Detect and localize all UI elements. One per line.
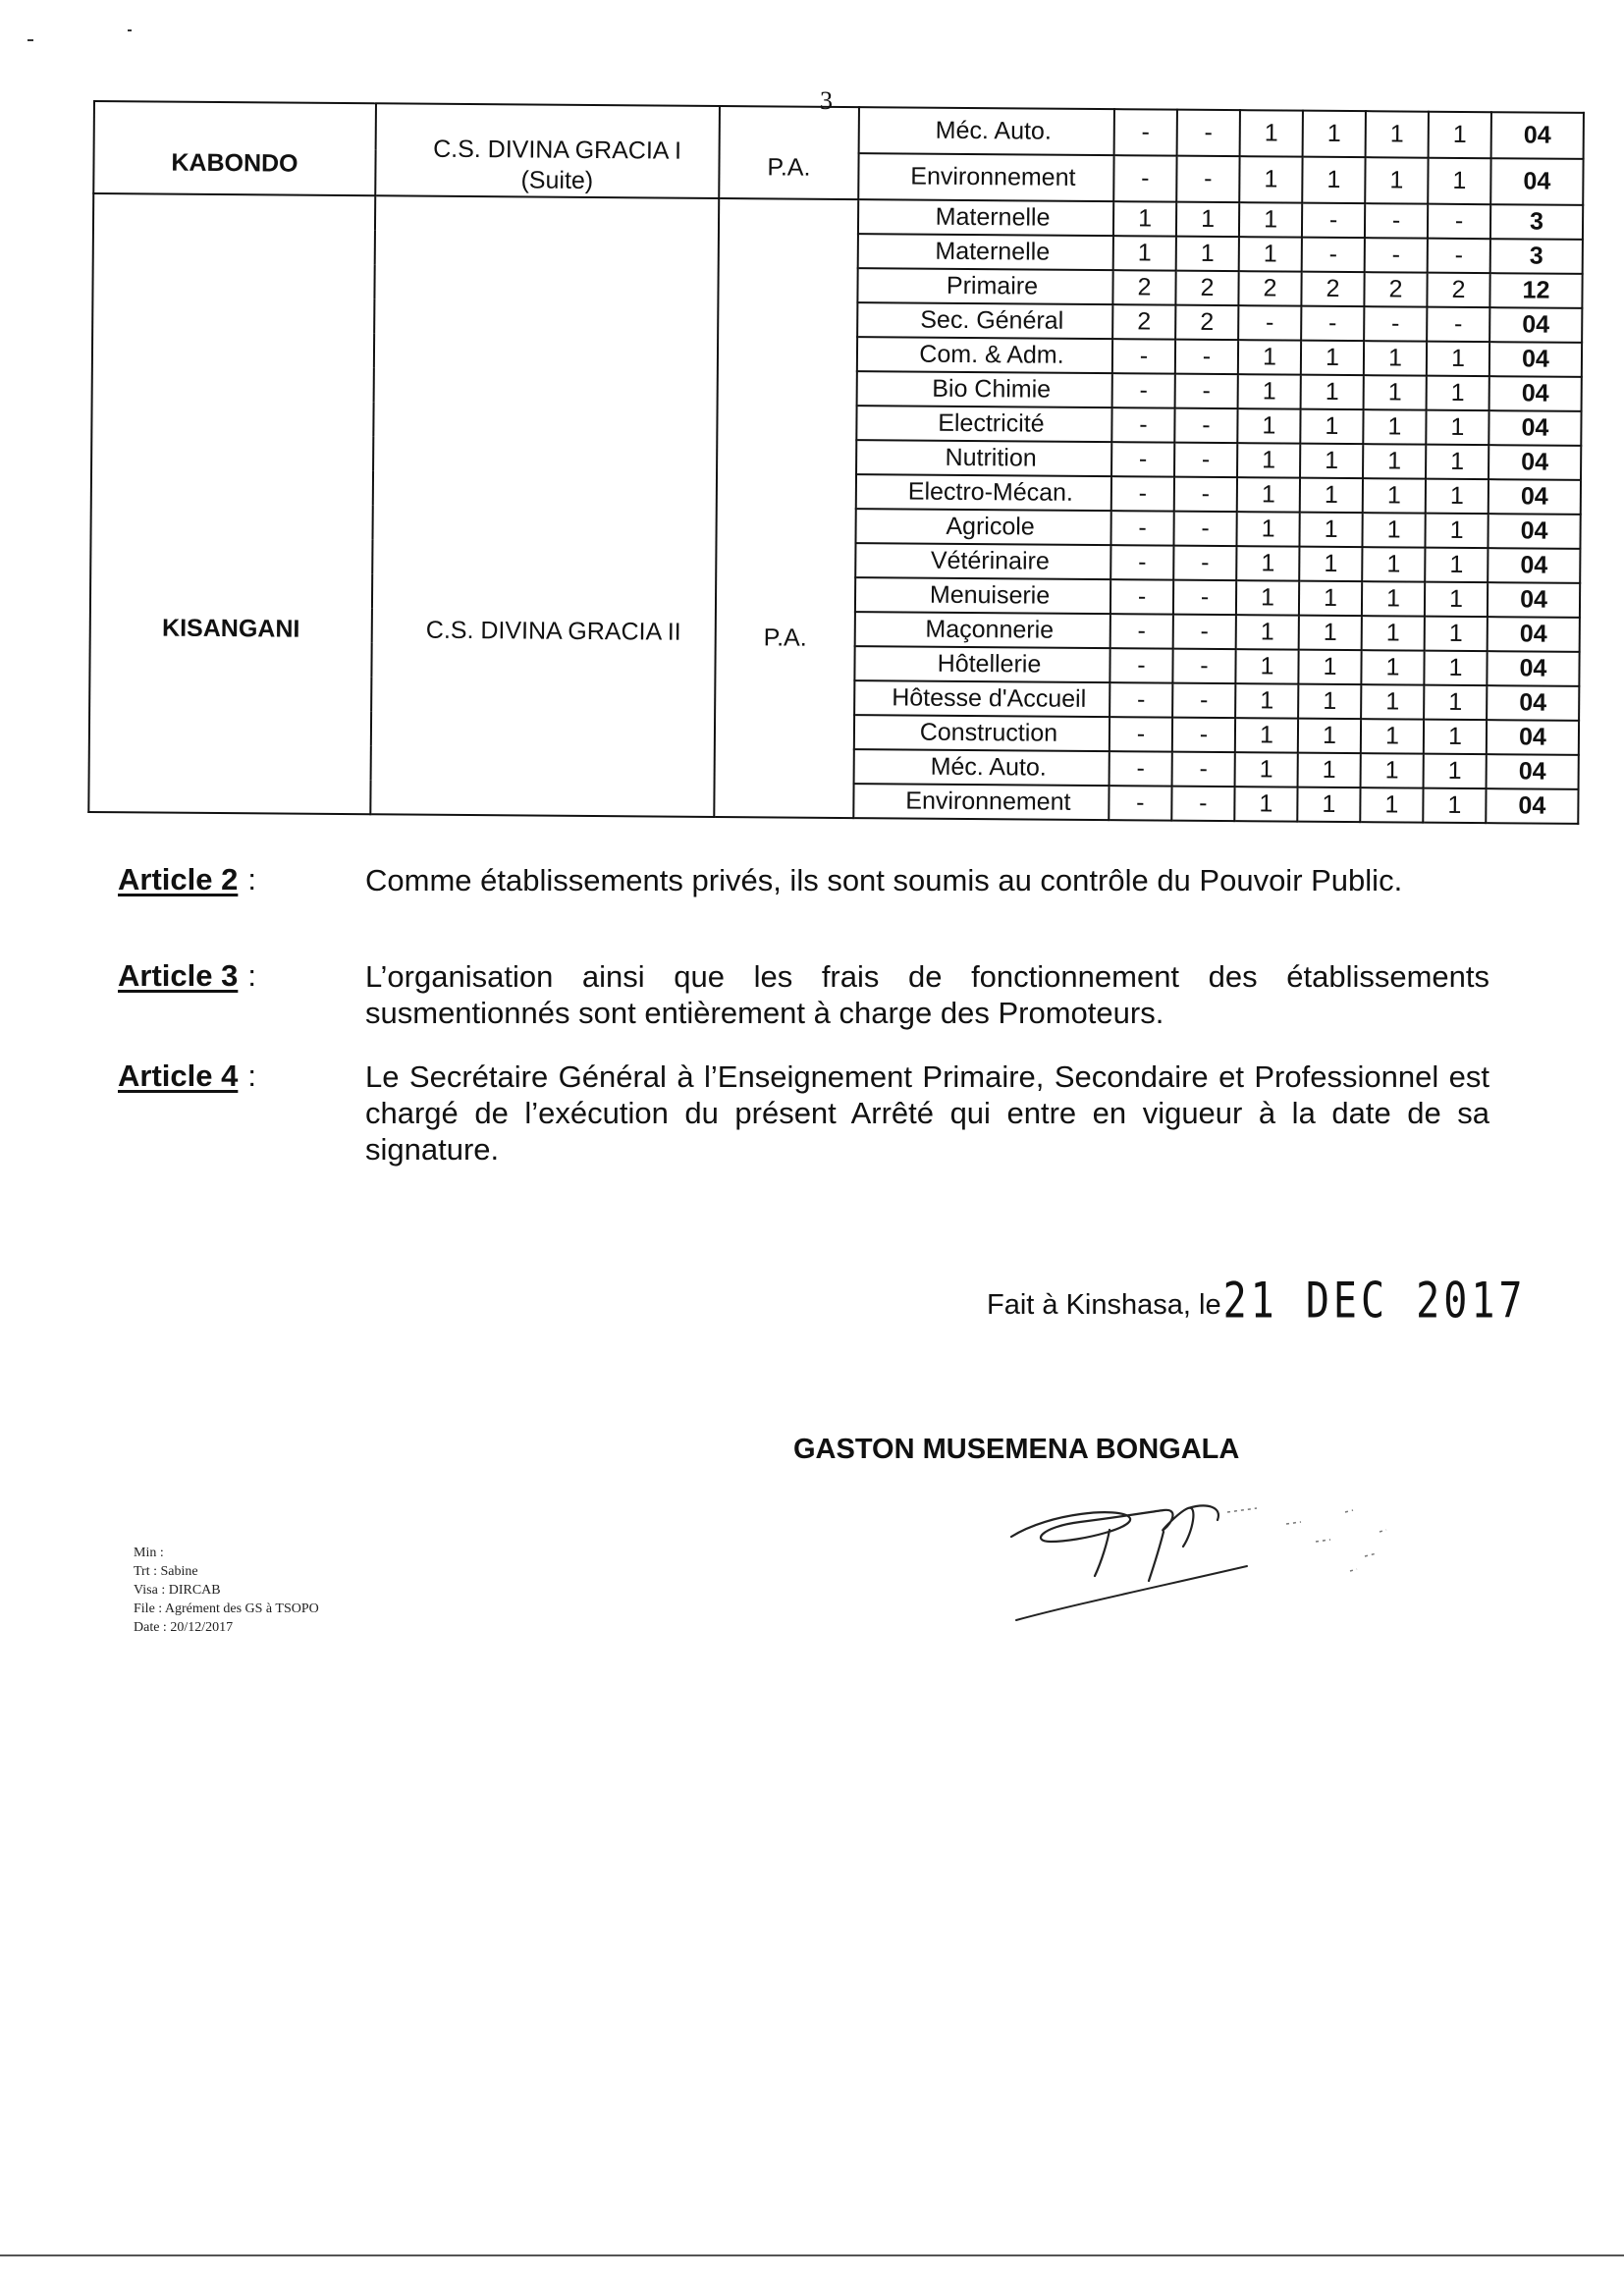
class-count-cell: - [1113, 155, 1176, 202]
class-count-cell: - [1114, 109, 1177, 156]
class-count-cell: 1 [1234, 787, 1297, 822]
class-count-cell: - [1301, 306, 1364, 342]
class-count-cell: 2 [1175, 271, 1238, 306]
class-count-cell: 1 [1237, 477, 1300, 513]
class-count-cell: 1 [1236, 615, 1299, 650]
file-reference-block [134, 1544, 319, 1637]
total-cell: 04 [1487, 754, 1579, 789]
class-count-cell: - [1173, 546, 1236, 581]
article-colon: : [247, 958, 256, 993]
class-count-cell: 2 [1427, 273, 1489, 308]
total-cell: 04 [1487, 651, 1579, 686]
signatory-name: GASTON MUSEMENA BONGALA [793, 1434, 1240, 1465]
class-count-cell: - [1172, 649, 1235, 684]
option-cell: Construction [854, 715, 1110, 751]
class-count-cell: 1 [1362, 513, 1425, 548]
class-count-cell: 2 [1112, 270, 1175, 305]
article-colon: : [247, 1059, 256, 1093]
class-count-cell: 1 [1361, 719, 1424, 754]
total-cell: 04 [1488, 582, 1580, 618]
class-count-cell: 1 [1363, 444, 1426, 479]
class-count-cell: 1 [1299, 547, 1362, 582]
class-count-cell: 1 [1361, 650, 1424, 685]
total-cell: 04 [1491, 112, 1584, 159]
total-cell: 04 [1490, 158, 1583, 205]
page-number: 3 [820, 86, 833, 115]
class-count-cell: - [1175, 340, 1238, 375]
option-cell: Méc. Auto. [859, 107, 1114, 155]
class-count-cell: - [1111, 442, 1174, 477]
class-count-cell: 2 [1301, 272, 1364, 307]
option-cell: Primaire [857, 268, 1112, 304]
meta-line: Min : [134, 1546, 164, 1560]
option-cell: Agricole [855, 509, 1110, 545]
class-count-cell: 1 [1298, 719, 1361, 754]
class-count-cell: - [1173, 580, 1236, 616]
article-text: L’organisation ainsi que les frais de fonctionnement des établissements susmentionnés sont entièrement à charge des Promoteurs. [365, 959, 1489, 1030]
article-colon: : [247, 862, 256, 896]
option-cell: Hôtesse d'Accueil [854, 680, 1110, 717]
class-count-cell: 1 [1425, 582, 1488, 618]
class-count-cell: - [1110, 614, 1173, 649]
total-cell: 04 [1488, 617, 1580, 652]
class-count-cell: 1 [1300, 478, 1363, 514]
article-text: Comme établissements privés, ils sont soumis au contrôle du Pouvoir Public. [365, 863, 1403, 897]
class-count-cell: - [1302, 238, 1365, 273]
class-count-cell: - [1110, 751, 1172, 787]
class-count-cell: 1 [1176, 202, 1239, 238]
class-count-cell: 1 [1423, 788, 1486, 824]
option-cell: Maternelle [858, 199, 1113, 236]
class-count-cell: 1 [1236, 512, 1299, 547]
class-count-cell: - [1427, 307, 1489, 343]
class-count-cell: 1 [1176, 237, 1239, 272]
class-count-cell: - [1174, 408, 1237, 444]
option-cell: Maternelle [858, 234, 1113, 270]
class-count-cell: - [1172, 718, 1235, 753]
class-count-cell: 1 [1298, 753, 1361, 788]
class-count-cell: - [1109, 786, 1171, 821]
class-count-cell: 1 [1424, 754, 1487, 789]
class-count-cell: 1 [1425, 514, 1488, 549]
total-cell: 3 [1490, 204, 1583, 240]
article-label: Article 2 [118, 862, 239, 896]
class-count-cell: 1 [1426, 410, 1489, 446]
class-count-cell: 1 [1113, 201, 1176, 237]
class-count-cell: - [1238, 305, 1301, 341]
class-count-cell: 1 [1237, 408, 1300, 444]
class-count-cell: 1 [1426, 479, 1489, 515]
option-cell: Environnement [853, 784, 1109, 820]
article-label: Article 3 [118, 958, 239, 993]
class-count-cell: 1 [1363, 478, 1426, 514]
class-count-cell: 1 [1424, 685, 1487, 721]
table-row [94, 101, 1584, 159]
class-count-cell: 1 [1364, 341, 1427, 376]
total-cell: 04 [1489, 445, 1581, 480]
total-cell: 3 [1490, 239, 1583, 274]
class-count-cell: - [1302, 203, 1365, 239]
class-count-cell: - [1172, 752, 1235, 787]
class-count-cell: - [1172, 683, 1235, 719]
class-count-cell: 1 [1238, 374, 1301, 409]
school-cell: C.S. DIVINA GRACIA I (Suite) [375, 103, 720, 198]
option-cell: Sec. Général [857, 302, 1112, 339]
class-count-cell: 1 [1428, 158, 1490, 205]
class-count-cell: - [1110, 648, 1172, 683]
class-count-cell: - [1174, 443, 1237, 478]
total-cell: 04 [1489, 479, 1581, 515]
page-bottom-rule [0, 2254, 1624, 2256]
schools-table-container [93, 100, 1566, 820]
option-cell: Méc. Auto. [854, 749, 1110, 786]
class-count-cell: - [1176, 156, 1239, 203]
class-count-cell: 2 [1364, 272, 1427, 307]
class-count-cell: - [1111, 407, 1174, 443]
class-count-cell: 1 [1113, 236, 1176, 271]
class-count-cell: 1 [1426, 445, 1489, 480]
class-count-cell: 1 [1300, 444, 1363, 479]
total-cell: 04 [1486, 788, 1578, 824]
class-count-cell: 1 [1239, 156, 1302, 203]
class-count-cell: 1 [1235, 683, 1298, 719]
meta-line: Visa : DIRCAB [134, 1583, 221, 1598]
class-count-cell: - [1110, 682, 1172, 718]
meta-line: File : Agrément des GS à TSOPO [134, 1601, 319, 1616]
class-count-cell: 1 [1240, 110, 1303, 157]
class-count-cell: - [1174, 477, 1237, 513]
option-cell: Bio Chimie [857, 371, 1112, 407]
option-cell: Com. & Adm. [857, 337, 1112, 373]
class-count-cell: - [1110, 545, 1173, 580]
class-count-cell: 1 [1301, 375, 1364, 410]
class-count-cell: 1 [1425, 548, 1488, 583]
class-count-cell: 1 [1239, 202, 1302, 238]
class-count-cell: 1 [1298, 684, 1361, 720]
meta-line: Trt : Sabine [134, 1564, 198, 1579]
article-text: Le Secrétaire Général à l’Enseignement Primaire, Secondaire et Professionnel est chargé de l’exécution du présent Arrêté qui entre en vigueur à la date de sa signature. [365, 1059, 1489, 1167]
class-count-cell: 1 [1300, 409, 1363, 445]
total-cell: 04 [1488, 548, 1580, 583]
class-count-cell: 1 [1297, 787, 1360, 823]
class-count-cell: 1 [1361, 684, 1424, 720]
class-count-cell: 2 [1238, 271, 1301, 306]
class-count-cell: - [1364, 306, 1427, 342]
class-count-cell: 1 [1299, 513, 1362, 548]
class-count-cell: 1 [1236, 580, 1299, 616]
option-cell: Hôtellerie [854, 646, 1110, 682]
total-cell: 12 [1489, 273, 1582, 308]
class-count-cell: - [1112, 373, 1175, 408]
total-cell: 04 [1489, 376, 1582, 411]
class-count-cell: - [1112, 339, 1175, 374]
class-count-cell: 1 [1303, 111, 1366, 158]
class-count-cell: - [1110, 717, 1172, 752]
class-count-cell: 1 [1301, 341, 1364, 376]
option-cell: Vétérinaire [855, 543, 1110, 579]
class-count-cell: 1 [1363, 409, 1426, 445]
total-cell: 04 [1489, 307, 1582, 343]
class-count-cell: 2 [1175, 305, 1238, 341]
handwritten-signature [992, 1473, 1404, 1650]
class-count-cell: 1 [1429, 112, 1491, 159]
class-count-cell: - [1173, 512, 1236, 547]
class-count-cell: 1 [1235, 718, 1298, 753]
option-cell: Electricité [856, 406, 1111, 442]
total-cell: 04 [1489, 342, 1582, 377]
option-cell: Nutrition [856, 440, 1111, 476]
signing-place-date [987, 1273, 1527, 1330]
class-count-cell: 1 [1427, 376, 1489, 411]
class-count-cell: 1 [1362, 616, 1425, 651]
class-count-cell: - [1365, 203, 1428, 239]
class-count-cell: - [1171, 787, 1234, 822]
class-count-cell: 1 [1425, 617, 1488, 652]
article-label: Article 4 [118, 1059, 239, 1093]
class-count-cell: 1 [1239, 237, 1302, 272]
class-count-cell: - [1428, 239, 1490, 274]
class-count-cell: 1 [1366, 111, 1429, 158]
total-cell: 04 [1487, 720, 1579, 755]
class-count-cell: 1 [1424, 720, 1487, 755]
class-count-cell: 1 [1424, 651, 1487, 686]
class-count-cell: 1 [1298, 650, 1361, 685]
signing-place: Fait à Kinshasa, le [987, 1289, 1221, 1321]
class-count-cell: 1 [1235, 752, 1298, 787]
class-count-cell: 1 [1360, 787, 1423, 823]
school-cell: C.S. DIVINA GRACIA II [370, 195, 719, 817]
class-count-cell: - [1428, 204, 1490, 240]
class-count-cell: - [1177, 110, 1240, 157]
class-count-cell: 1 [1361, 753, 1424, 788]
class-count-cell: 1 [1362, 581, 1425, 617]
category-cell: P.A. [719, 106, 859, 199]
class-count-cell: - [1175, 374, 1238, 409]
class-count-cell: 1 [1235, 649, 1298, 684]
class-count-cell: - [1110, 579, 1173, 615]
total-cell: 04 [1489, 410, 1581, 446]
class-count-cell: 1 [1365, 157, 1428, 204]
category-cell: P.A. [714, 198, 858, 818]
class-count-cell: 1 [1238, 340, 1301, 375]
class-count-cell: 2 [1112, 304, 1175, 340]
class-count-cell: 1 [1427, 342, 1489, 377]
city-cell: KISANGANI [88, 193, 375, 814]
class-count-cell: - [1173, 615, 1236, 650]
class-count-cell: 1 [1299, 616, 1362, 651]
meta-line: Date : 20/12/2017 [134, 1620, 234, 1635]
schools-table [87, 100, 1585, 825]
class-count-cell: 1 [1302, 157, 1365, 204]
option-cell: Menuiserie [855, 577, 1110, 614]
class-count-cell: - [1110, 511, 1173, 546]
class-count-cell: - [1365, 238, 1428, 273]
option-cell: Electro-Mécan. [856, 474, 1111, 511]
option-cell: Environnement [858, 153, 1113, 201]
class-count-cell: 1 [1299, 581, 1362, 617]
class-count-cell: 1 [1362, 547, 1425, 582]
city-cell: KABONDO [93, 101, 376, 195]
total-cell: 04 [1488, 514, 1580, 549]
total-cell: 04 [1487, 685, 1579, 721]
date-stamp: 21 DEC 2017 [1222, 1273, 1527, 1330]
class-count-cell: 1 [1237, 443, 1300, 478]
class-count-cell: 1 [1364, 375, 1427, 410]
option-cell: Maçonnerie [855, 612, 1110, 648]
class-count-cell: 1 [1236, 546, 1299, 581]
class-count-cell: - [1111, 476, 1174, 512]
